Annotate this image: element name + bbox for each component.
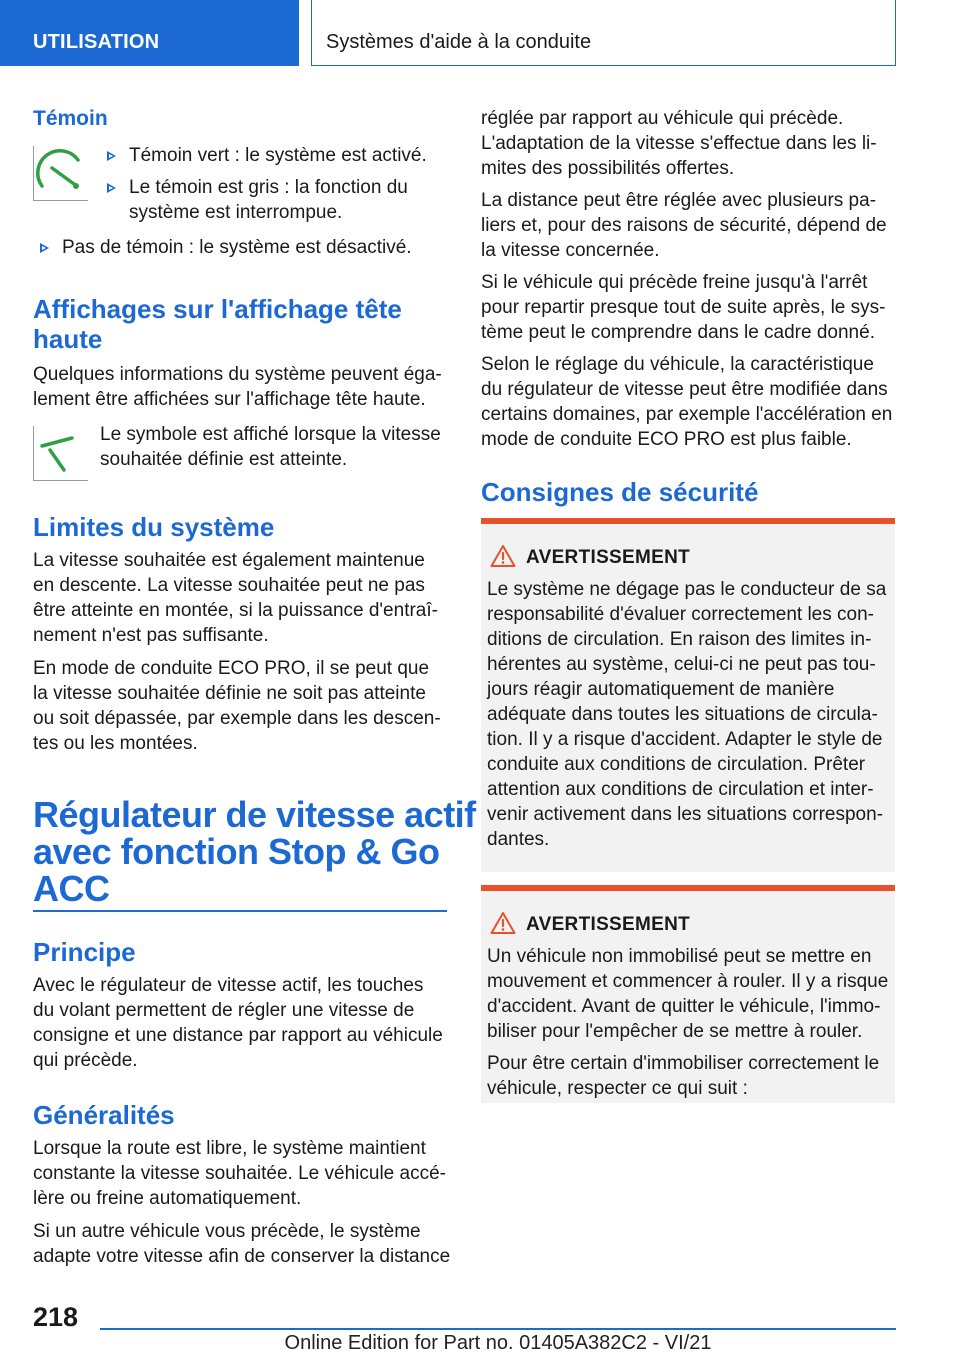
text-line: adéquate dans toutes les situations de circula‐ [487,704,878,725]
text-line: mites des possibilités offertes. [481,158,735,179]
regulateur-heading [33,796,476,907]
text-line: constante la vitesse souhaitée. Le véhicule accé‐ [33,1163,446,1184]
section-label: UTILISATION [33,31,160,53]
text-line: la vitesse souhaitée définie ne soit pas atteinte [33,683,426,704]
text-line: du volant permettent de régler une vitesse de [33,1000,415,1021]
text-line: lère ou freine automatiquement. [33,1188,302,1209]
acc-hud-symbol-icon-svg [34,426,89,481]
warning-triangle-icon [490,544,516,568]
section-tab [0,0,299,66]
chapter-tab [311,0,896,66]
text-line: tes ou les montées. [33,733,198,754]
text-line: véhicule, respecter ce qui suit : [487,1078,748,1099]
section-divider [33,910,447,912]
heading-line: avec fonction Stop & Go [33,831,440,872]
text-line: En mode de conduite ECO PRO, il se peut que [33,658,430,679]
principe-heading: Principe [33,937,136,967]
text-line: jours réagir automatiquement de manière [487,679,835,700]
heading-line: Affichages sur l'affichage tête [33,294,402,324]
continued-paragraph-4 [481,352,901,452]
text-line: Si un autre véhicule vous précède, le système [33,1221,421,1242]
warning-box [481,518,895,872]
text-line: qui précède. [33,1050,138,1071]
acc-hud-symbol-icon [33,426,88,481]
limites-paragraph-2 [33,656,453,756]
text-line: Le système ne dégage pas le conducteur de sa [487,579,887,600]
footer-edition: Online Edition for Part no. 01405A382C2 - VI/21 [284,1332,712,1354]
acc-indicator-icon [33,146,88,201]
warning-title: AVERTISSEMENT [526,547,691,568]
text-line: la vitesse concernée. [481,240,660,261]
bullet-triangle-icon [40,243,49,253]
affichages-paragraph [33,362,453,412]
text-line: pour repartir presque tout de suite après, le sys‐ [481,297,886,318]
text-line: lement être affichées sur l'affichage tête haute. [33,389,426,410]
warning-text [487,944,897,1101]
temoin-heading: Témoin [33,107,108,130]
heading-line: haute [33,324,103,354]
principe-paragraph [33,973,453,1073]
bullet-text-line: Le témoin est gris : la fonction du [129,177,408,198]
text-line: L'adaptation de la vitesse s'effectue dans les li‐ [481,133,877,154]
generalites-paragraph-1 [33,1136,453,1211]
text-line: tème peut le comprendre dans le cadre donné. [481,322,875,343]
continued-paragraph-1 [481,106,901,181]
text-line: consigne et une distance par rapport au véhicule [33,1025,443,1046]
text-line: ou soit dépassée, par exemple dans les descen‐ [33,708,441,729]
continued-paragraph-3 [481,270,901,345]
list-item [100,175,450,225]
text-line: tion. Il y a risque d'accident. Adapter le style de [487,729,883,750]
list-item [33,235,447,260]
bullet-text: Pas de témoin : le système est désactivé. [62,237,412,258]
text-line: liers et, pour des raisons de sécurité, dépend de [481,215,887,236]
text-line: Quelques informations du système peuvent éga‐ [33,364,442,385]
heading-line: ACC [33,868,110,909]
page-number: 218 [33,1302,79,1332]
text-line: Lorsque la route est libre, le système maintient [33,1138,426,1159]
text-line: souhaitée définie est atteinte. [100,449,348,470]
text-line: conduite aux conditions de circulation. Prêter [487,754,866,775]
text-line: responsabilité d'évaluer correctement les con‐ [487,604,874,625]
bullet-text-line: système est interrompue. [129,202,343,223]
text-line: biliser pour l'empêcher de se mettre à rouler. [487,1021,863,1042]
text-line: nement n'est pas suffisante. [33,625,269,646]
text-line: attention aux conditions de circulation et inter‐ [487,779,874,800]
text-line: La distance peut être réglée avec plusieurs pa‐ [481,190,877,211]
text-line: adapte votre vitesse afin de conserver la distance [33,1246,451,1267]
warning-text [487,577,897,852]
affichages-heading [33,294,402,354]
text-line: mouvement et commencer à rouler. Il y a risque [487,971,889,992]
text-line: Le symbole est affiché lorsque la vitesse [100,424,441,445]
warning-title: AVERTISSEMENT [526,914,691,935]
limites-heading: Limites du système [33,512,275,542]
limites-paragraph-1 [33,548,453,648]
text-line: d'accident. Avant de quitter le véhicule, l'immo‐ [487,996,881,1017]
text-line: certains domaines, par exemple l'accélération en [481,404,893,425]
text-line: du régulateur de vitesse peut être modifiée dans [481,379,888,400]
text-line: réglée par rapport au véhicule qui précède. [481,108,844,129]
text-line: Un véhicule non immobilisé peut se mettre en [487,946,872,967]
text-line: être atteinte en montée, si la puissance d'entraî‐ [33,600,438,621]
acc-indicator-icon-svg [34,146,89,201]
heading-line: Régulateur de vitesse actif [33,794,476,835]
text-line: Pour être certain d'immobiliser correctement le [487,1053,880,1074]
list-item [100,143,450,168]
text-line: mode de conduite ECO PRO est plus faible. [481,429,852,450]
warning-triangle-icon [490,911,516,935]
text-line: Selon le réglage du véhicule, la caractéristique [481,354,874,375]
text-line: venir activement dans les situations correspon‐ [487,804,884,825]
hud-symbol-paragraph [100,422,450,472]
consignes-heading: Consignes de sécurité [481,477,759,507]
continued-paragraph-2 [481,188,901,263]
bullet-triangle-icon [107,183,116,193]
text-line: La vitesse souhaitée est également maintenue [33,550,425,571]
warning-box [481,885,895,1103]
generalites-heading: Généralités [33,1100,175,1130]
text-line: dantes. [487,829,550,850]
text-line: hérentes au système, celui-ci ne peut pas tou‐ [487,654,876,675]
generalites-paragraph-2 [33,1219,453,1269]
text-line: en descente. La vitesse souhaitée peut ne pas [33,575,425,596]
text-line: Avec le régulateur de vitesse actif, les touches [33,975,424,996]
text-line: Si le véhicule qui précède freine jusqu'à l'arrêt [481,272,868,293]
chapter-label: Systèmes d'aide à la conduite [326,31,592,53]
bullet-triangle-icon [107,151,116,161]
text-line: ditions de circulation. En raison des limites in‐ [487,629,872,650]
bullet-text: Témoin vert : le système est activé. [129,145,427,166]
